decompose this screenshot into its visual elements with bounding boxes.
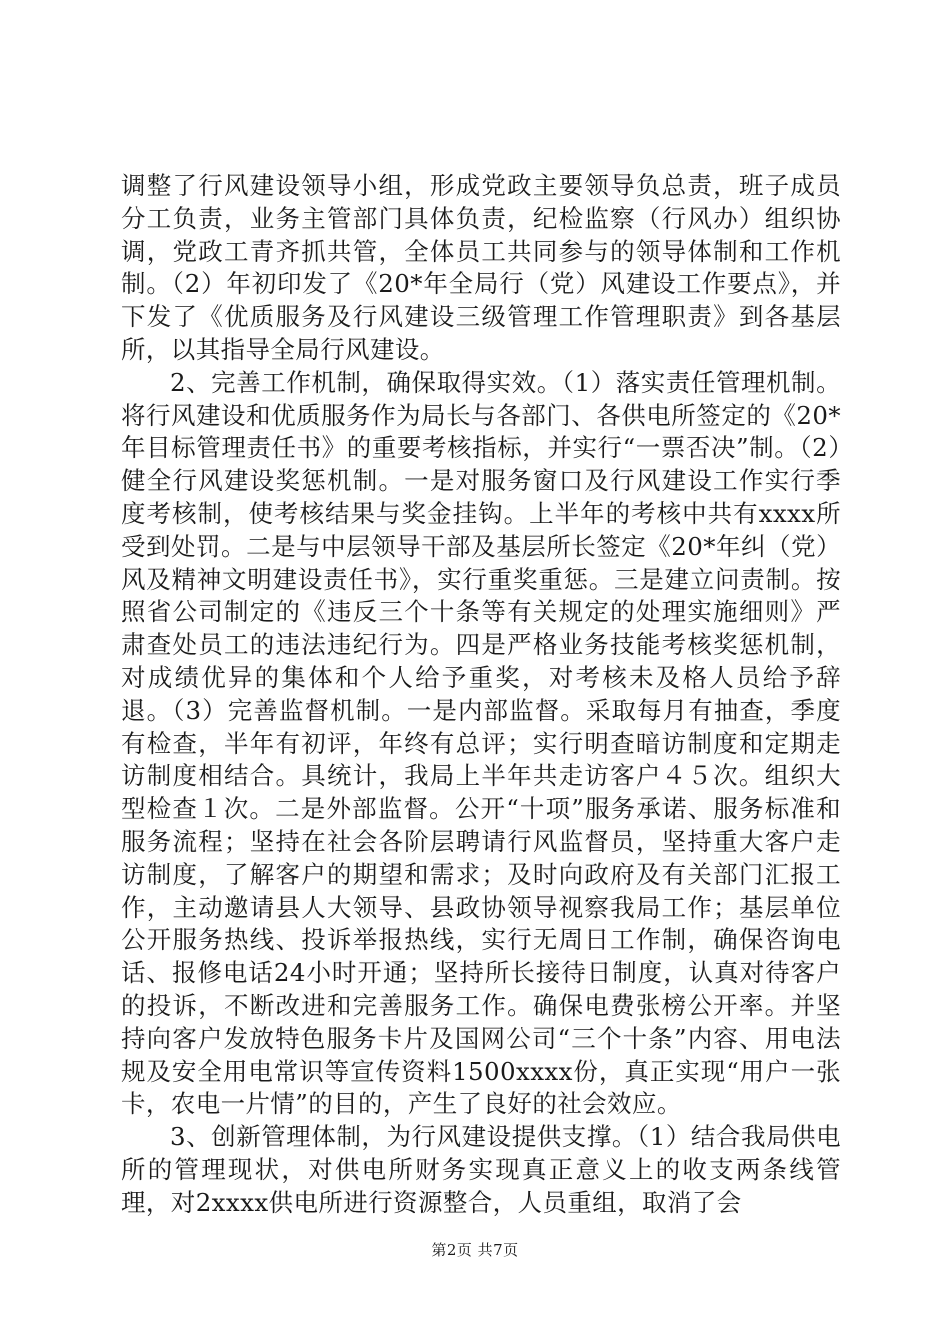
- page-number-footer: 第2页 共7页: [431, 1241, 519, 1259]
- paragraph-3: 3、创新管理体制，为行风建设提供支撑。（1）结合我局供电所的管理现状，对供电所财务实现真正意义上的收支两条线管理，对2xxxx供电所进行资源整合，人员重组，取消了会: [121, 1122, 841, 1217]
- document-body: [121, 170, 841, 1220]
- paragraph-2: 2、完善工作机制，确保取得实效。（1）落实责任管理机制。将行风建设和优质服务作为局长与各部门、各供电所签定的《20*年目标管理责任书》的重要考核指标，并实行“一票否决”制。（2）健全行风建设奖惩机制。一是对服务窗口及行风建设工作实行季度考核制，使考核结果与奖金挂钩。上半年的考核中共有xxxx所受到处罚。二是与中层领导干部及基层所长签定《20*年纠（党）风及精神文明建设责任书》，实行重奖重惩。三是建立问责制。按照省公司制定的《违反三个十条等有关规定的处理实施细则》严肃查处员工的违法违纪行为。四是严格业务技能考核奖惩机制，对成绩优异的集体和个人给予重奖，对考核未及格人员给予辞退。（3）完善监督机制。一是内部监督。采取每月有抽查，季度有检查，半年有初评，年终有总评；实行明查暗访制度和定期走访制度相结合。具统计，我局上半年共走访客户４５次。组织大型检查１次。二是外部监督。公开“十项”服务承诺、服务标准和服务流程；坚持在社会各阶层聘请行风监督员，坚持重大客户走访制度，了解客户的期望和需求；及时向政府及有关部门汇报工作，主动邀请县人大领导、县政协领导视察我局工作；基层单位公开服务热线、投诉举报热线，实行无周日工作制，确保咨询电话、报修电话24小时开通；坚持所长接待日制度，认真对待客户的投诉，不断改进和完善服务工作。确保电费张榜公开率。并坚持向客户发放特色服务卡片及国网公司“三个十条”内容、用电法规及安全用电常识等宣传资料1500xxxx份，真正实现“用户一张卡，农电一片情”的目的，产生了良好的社会效应。: [121, 367, 841, 1119]
- paragraph-1: 调整了行风建设领导小组，形成党政主要领导负总责，班子成员分工负责，业务主管部门具体负责，纪检监察（行风办）组织协调，党政工青齐抓共管，全体员工共同参与的领导体制和工作机制。（2）年初印发了《20*年全局行（党）风建设工作要点》，并下发了《优质服务及行风建设三级管理工作管理职责》到各基层所，以其指导全局行风建设。: [121, 171, 841, 364]
